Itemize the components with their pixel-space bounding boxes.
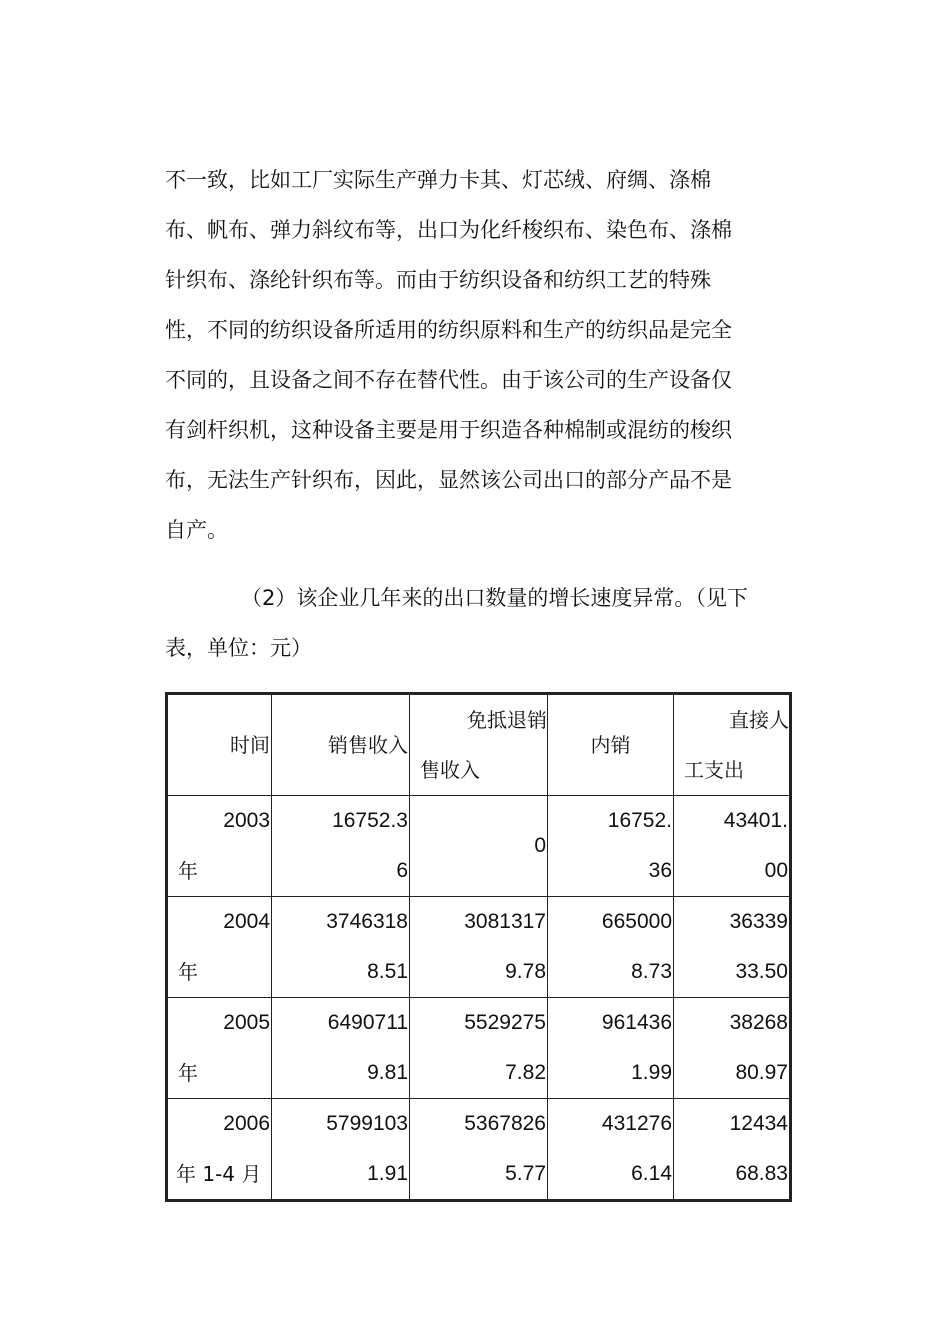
year-cell: 2005 年 bbox=[167, 998, 272, 1099]
paragraph-line: 布、帆布、弹力斜纹布等，出口为化纤梭织布、染色布、涤棉 bbox=[165, 218, 732, 242]
paragraph-line: 有剑杆织机，这种设备主要是用于织造各种棉制或混纺的梭织 bbox=[165, 418, 732, 442]
year-cell: 2006 年 1-4 月 bbox=[167, 1099, 272, 1201]
table-header-row bbox=[167, 694, 791, 796]
paragraph-line: 不同的，且设备之间不存在替代性。由于该公司的生产设备仅 bbox=[165, 368, 732, 392]
value-cell: 16752.3 6 bbox=[272, 796, 410, 897]
paragraph-line: 性，不同的纺织设备所适用的纺织原料和生产的纺织品是完全 bbox=[165, 318, 732, 342]
value-cell: 6490711 9.81 bbox=[272, 998, 410, 1099]
value-cell: 38268 80.97 bbox=[674, 998, 791, 1099]
header-domestic-sales: 内销 bbox=[548, 694, 674, 796]
table-row bbox=[167, 1099, 791, 1201]
value-cell: 5529275 7.82 bbox=[410, 998, 548, 1099]
header-exempt-sales: 免抵退销 售收入 bbox=[410, 694, 548, 796]
body-paragraph bbox=[165, 155, 785, 555]
value-cell: 16752. 36 bbox=[548, 796, 674, 897]
value-cell: 961436 1.99 bbox=[548, 998, 674, 1099]
paragraph-line: 布，无法生产针织布，因此，显然该公司出口的部分产品不是 bbox=[165, 468, 732, 492]
table-row bbox=[167, 796, 791, 897]
value-cell: 5799103 1.91 bbox=[272, 1099, 410, 1201]
paragraph-line: 自产。 bbox=[165, 518, 228, 542]
paragraph-line: 针织布、涤纶针织布等。而由于纺织设备和纺织工艺的特殊 bbox=[165, 268, 711, 292]
section-paragraph bbox=[165, 573, 785, 673]
value-cell: 665000 8.73 bbox=[548, 897, 674, 998]
value-cell: 3746318 8.51 bbox=[272, 897, 410, 998]
value-cell: 5367826 5.77 bbox=[410, 1099, 548, 1201]
paragraph-line: 不一致，比如工厂实际生产弹力卡其、灯芯绒、府绸、涤棉 bbox=[165, 168, 711, 192]
sales-table bbox=[165, 692, 792, 1202]
paragraph-line: 表，单位：元） bbox=[165, 636, 312, 660]
year-cell: 2003 年 bbox=[167, 796, 272, 897]
value-cell: 3081317 9.78 bbox=[410, 897, 548, 998]
paragraph-line: （2）该企业几年来的出口数量的增长速度异常。（见下 bbox=[241, 586, 748, 610]
header-time: 时间 bbox=[167, 694, 272, 796]
table-row bbox=[167, 897, 791, 998]
value-cell: 431276 6.14 bbox=[548, 1099, 674, 1201]
value-cell: 36339 33.50 bbox=[674, 897, 791, 998]
value-cell: 0 bbox=[410, 796, 548, 897]
value-cell: 43401. 00 bbox=[674, 796, 791, 897]
header-sales-income: 销售收入 bbox=[272, 694, 410, 796]
value-cell: 12434 68.83 bbox=[674, 1099, 791, 1201]
header-direct-labor: 直接人 工支出 bbox=[674, 694, 791, 796]
table-row bbox=[167, 998, 791, 1099]
year-cell: 2004 年 bbox=[167, 897, 272, 998]
